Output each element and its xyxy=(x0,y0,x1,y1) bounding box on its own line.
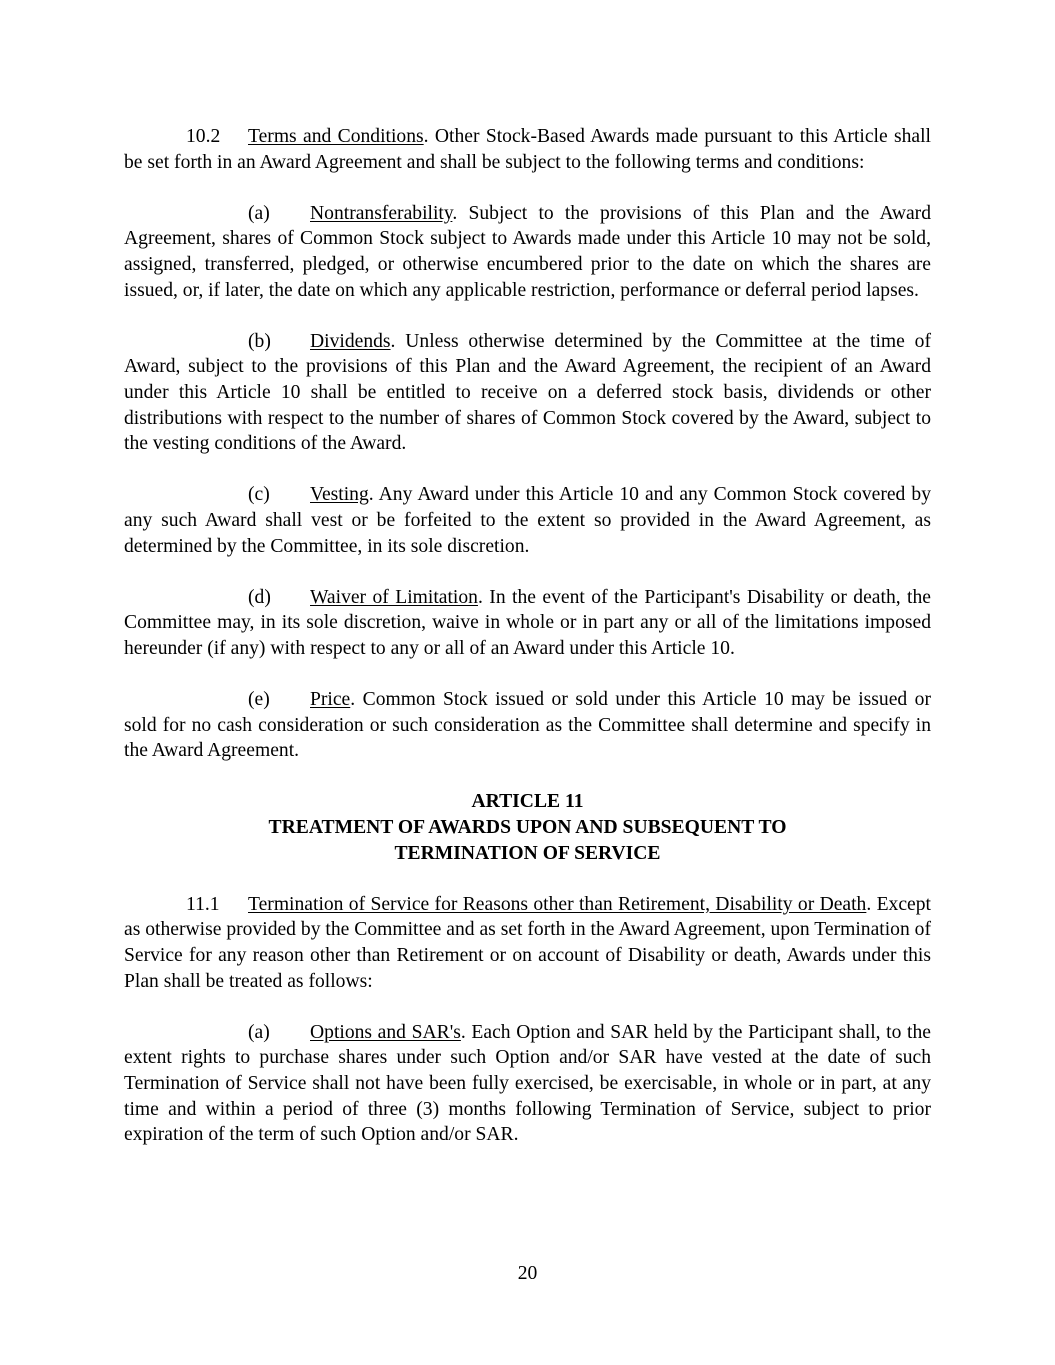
section-number: 10.2 xyxy=(186,126,221,147)
section-title: Termination of Service for Reasons other than Retirement, Disability or Death xyxy=(248,893,867,915)
page-number: 20 xyxy=(517,1263,538,1284)
subsection-text: . In the event of the Participant's Disability or death, the Committee may, in its sole discretion, waive in whole or in part any or all of the limitations imposed hereunder (if any) with respect to any or all of an Award under this Article 10. xyxy=(124,586,931,659)
section-11-1-a xyxy=(124,1020,931,1148)
section-10-2 xyxy=(124,124,931,175)
subsection-number: (b) xyxy=(248,330,271,352)
subsection-title: Options and SAR's xyxy=(310,1021,461,1043)
subsection-number: (c) xyxy=(248,484,270,506)
section-10-2-e xyxy=(124,687,931,764)
article-title-line-2: TERMINATION OF SERVICE xyxy=(394,842,661,864)
section-text: . Other Stock-Based Awards made pursuant to this Article shall be set forth in an Award Agreement and shall be subject to the following terms and conditions: xyxy=(124,126,931,173)
subsection-title: Vesting xyxy=(310,484,369,506)
subsection-text: . Common Stock issued or sold under this Article 10 may be issued or sold for no cash consideration or such consideration as the Committee shall determine and specify in the Award Agreement. xyxy=(124,689,931,762)
subsection-number: (e) xyxy=(248,689,270,711)
subsection-number: (a) xyxy=(248,1021,270,1043)
section-text: . Except as otherwise provided by the Committee and as set forth in the Award Agreement, upon Termination of Service for any reason other than Retirement or on account of Disability or death, Awards under this Plan shall be treated as follows: xyxy=(124,893,931,992)
article-title-line-1: TREATMENT OF AWARDS UPON AND SUBSEQUENT TO xyxy=(268,817,787,839)
section-number: 11.1 xyxy=(186,893,220,915)
subsection-title: Waiver of Limitation xyxy=(310,586,478,608)
subsection-text: . Each Option and SAR held by the Participant shall, to the extent rights to purchase shares under such Option and/or SAR have vested at the date of such Termination of Service shall not have been fully exercised, be exercisable, in whole or in part, at any time and within a period of three (3) months following Termination of Service, subject to prior expiration of the term of such Option and/or SAR. xyxy=(124,1021,931,1146)
subsection-text: . Subject to the provisions of this Plan and the Award Agreement, shares of Common Stock subject to Awards made under this Article 10 may not be sold, assigned, transferred, pledged, or otherwise encumbered prior to the date on which the shares are issued, or, if later, the date on which any applicable restriction, performance or deferral period lapses. xyxy=(124,202,931,301)
subsection-text: . Unless otherwise determined by the Committee at the time of Award, subject to the provisions of this Plan and the Award Agreement, the recipient of an Award under this Article 10 shall be entitled to receive on a deferred stock basis, dividends or other distributions with respect to the number of shares of Common Stock covered by the Award, subject to the vesting conditions of the Award. xyxy=(124,330,931,455)
section-10-2-d xyxy=(124,585,931,662)
article-11-heading xyxy=(124,789,931,866)
section-title: Terms and Conditions xyxy=(248,126,424,147)
subsection-title: Price xyxy=(310,689,351,711)
subsection-number: (a) xyxy=(248,202,270,224)
subsection-number: (d) xyxy=(248,586,271,608)
article-number: ARTICLE 11 xyxy=(471,791,584,813)
subsection-text: . Any Award under this Article 10 and any Common Stock covered by any such Award shall vest or be forfeited to the extent so provided in the Award Agreement, as determined by the Committee, in its sole discretion. xyxy=(124,484,931,557)
section-10-2-c xyxy=(124,482,931,559)
subsection-title: Dividends xyxy=(310,330,391,352)
subsection-title: Nontransferability xyxy=(310,202,453,224)
section-11-1 xyxy=(124,892,931,994)
section-10-2-a xyxy=(124,201,931,303)
document-page xyxy=(124,124,931,1173)
section-10-2-b xyxy=(124,329,931,457)
